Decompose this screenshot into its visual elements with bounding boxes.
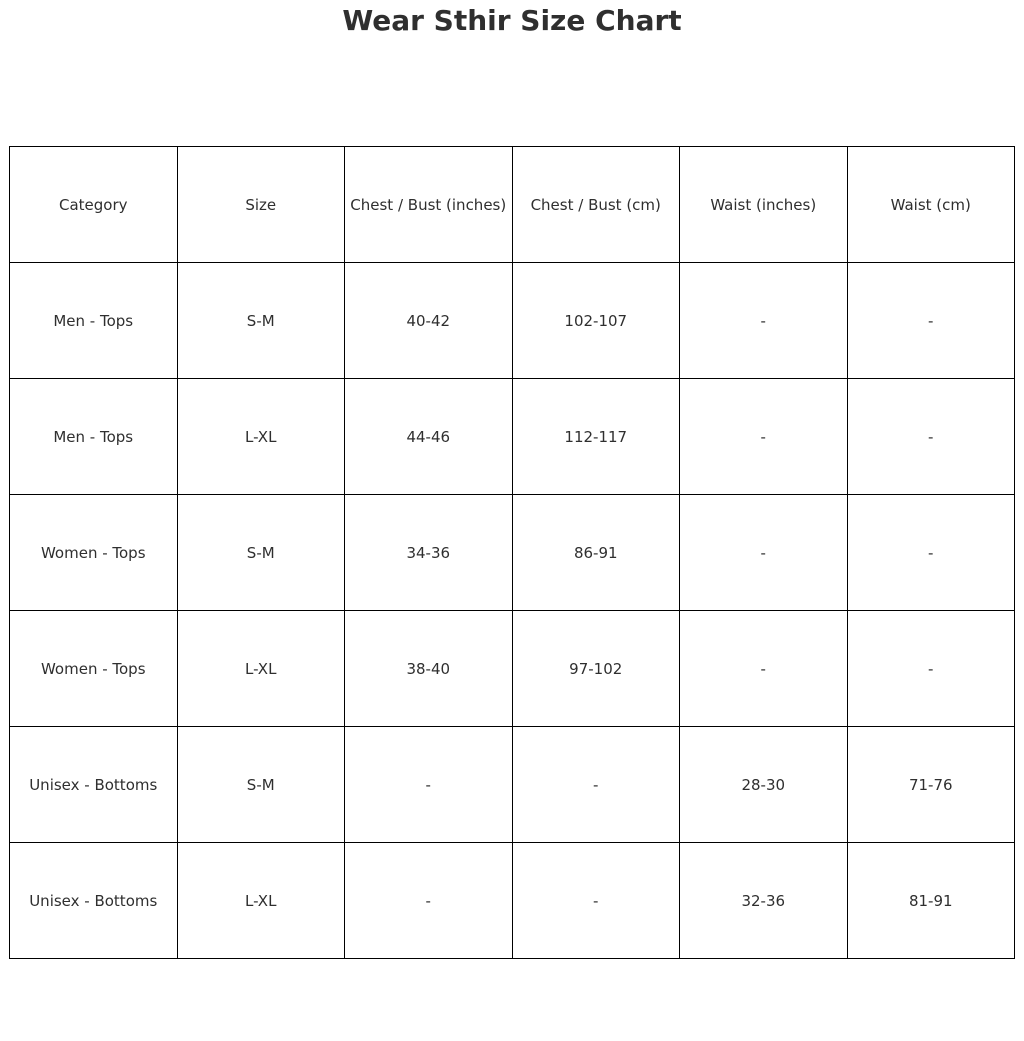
table-row	[10, 843, 1015, 959]
table-row	[10, 495, 1015, 611]
table-cell: -	[345, 727, 513, 843]
table-row	[10, 263, 1015, 379]
table-cell: 97-102	[512, 611, 680, 727]
table-cell: -	[512, 843, 680, 959]
table-cell: -	[680, 611, 848, 727]
table-cell: -	[847, 611, 1015, 727]
table-cell: -	[512, 727, 680, 843]
table-body	[10, 147, 1015, 959]
table-cell: 38-40	[345, 611, 513, 727]
size-chart-table	[9, 146, 1015, 959]
table-cell: 81-91	[847, 843, 1015, 959]
table-cell: 34-36	[345, 495, 513, 611]
table-cell: -	[847, 495, 1015, 611]
column-header: Size	[177, 147, 345, 263]
table-cell: Men - Tops	[10, 263, 178, 379]
table-cell: 28-30	[680, 727, 848, 843]
table-cell: Men - Tops	[10, 379, 178, 495]
table-cell: 40-42	[345, 263, 513, 379]
table-cell: Unisex - Bottoms	[10, 727, 178, 843]
table-cell: S-M	[177, 495, 345, 611]
table-cell: -	[345, 843, 513, 959]
table-cell: Unisex - Bottoms	[10, 843, 178, 959]
column-header: Chest / Bust (cm)	[512, 147, 680, 263]
table-cell: 102-107	[512, 263, 680, 379]
table-cell: -	[680, 263, 848, 379]
table-cell: -	[680, 379, 848, 495]
column-header: Category	[10, 147, 178, 263]
table-row	[10, 611, 1015, 727]
table-row	[10, 727, 1015, 843]
table-cell: L-XL	[177, 843, 345, 959]
table-cell: Women - Tops	[10, 495, 178, 611]
table-cell: -	[680, 495, 848, 611]
table-cell: 112-117	[512, 379, 680, 495]
chart-title: Wear Sthir Size Chart	[342, 4, 682, 37]
table-cell: 32-36	[680, 843, 848, 959]
table-cell: -	[847, 263, 1015, 379]
column-header: Waist (cm)	[847, 147, 1015, 263]
column-header: Waist (inches)	[680, 147, 848, 263]
table-cell: L-XL	[177, 611, 345, 727]
table-cell: 86-91	[512, 495, 680, 611]
table-row	[10, 379, 1015, 495]
table-cell: L-XL	[177, 379, 345, 495]
table-cell: 44-46	[345, 379, 513, 495]
table-cell: Women - Tops	[10, 611, 178, 727]
header-row	[10, 147, 1015, 263]
table-cell: -	[847, 379, 1015, 495]
table-cell: S-M	[177, 727, 345, 843]
table-cell: S-M	[177, 263, 345, 379]
column-header: Chest / Bust (inches)	[345, 147, 513, 263]
table-cell: 71-76	[847, 727, 1015, 843]
